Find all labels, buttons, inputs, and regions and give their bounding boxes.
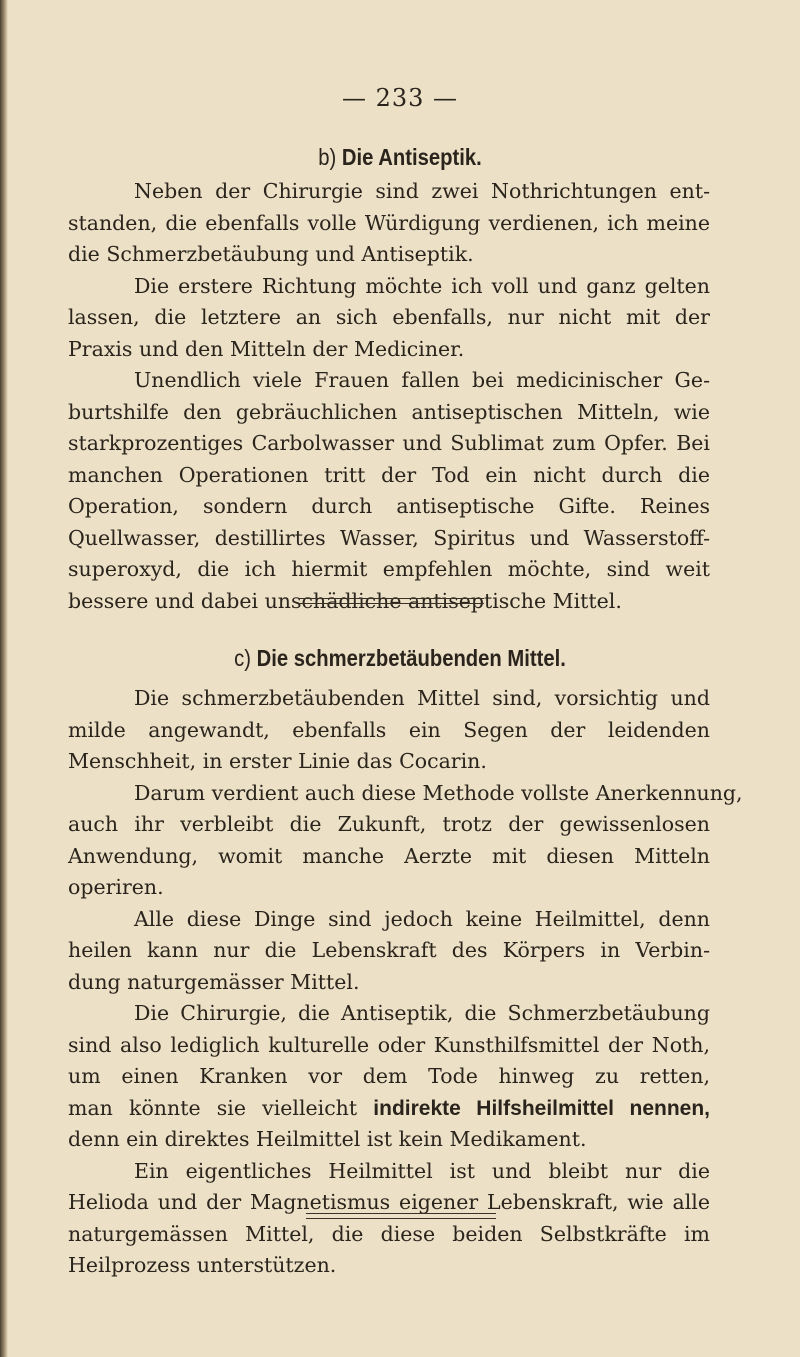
text-line-mixed xyxy=(68,1093,710,1125)
text-line: Die schmerzbetäubenden Mittel sind, vorsichtig und xyxy=(134,686,710,710)
text-line: lassen, die letztere an sich ebenfalls, nur nicht mit der xyxy=(68,305,710,329)
text-line: dung naturgemässer Mittel. xyxy=(68,969,360,994)
text-line: Operation, sondern durch antiseptische Gifte. Reines xyxy=(68,494,710,518)
text-line: operiren. xyxy=(68,875,164,899)
text-line: manchen Operationen tritt der Tod ein nicht durch die xyxy=(68,462,710,487)
page-number: — 233 — xyxy=(341,84,459,112)
text-line: um einen Kranken vor dem Tode hinweg zu retten, xyxy=(68,1064,710,1088)
text-line: Darum verdient auch diese Methode vollste Anerkennung, xyxy=(134,780,743,805)
text-line: Praxis und den Mitteln der Mediciner. xyxy=(68,336,465,361)
text-line: superoxyd, die ich hiermit empfehlen möchte, sind weit xyxy=(68,557,710,581)
text-line: naturgemässen Mittel, die diese beiden Selbstkräfte im xyxy=(68,1221,710,1246)
emphasized-phrase: indirekte Hilfsheilmittel nennen, xyxy=(373,1096,710,1120)
text-line: Anwendung, womit manche Aerzte mit diesen Mitteln xyxy=(68,843,710,868)
section-c-heading xyxy=(48,645,752,672)
section-b-marker: b) xyxy=(318,144,337,170)
end-divider xyxy=(306,1213,496,1219)
text-line: Menschheit, in erster Linie das Cocarin. xyxy=(68,749,487,773)
text-line: bessere und dabei unschädliche antiseptische Mittel. xyxy=(68,588,622,613)
text-line: heilen kann nur die Lebenskraft des Körpers in Verbin- xyxy=(68,938,710,962)
text-line: starkprozentiges Carbolwasser und Sublimat zum Opfer. Bei xyxy=(68,431,710,455)
text-line: Helioda und der Magnetismus eigener Lebenskraft, wie alle xyxy=(68,1190,710,1214)
text-line: Neben der Chirurgie sind zwei Nothrichtungen ent- xyxy=(134,179,710,203)
text-line: Quellwasser, destillirtes Wasser, Spiritus und Wasserstoff- xyxy=(68,525,710,550)
text-line: Unendlich viele Frauen fallen bei medicinischer Ge- xyxy=(134,368,710,392)
section-b-body xyxy=(68,176,710,617)
section-c-title: Die schmerzbetäubenden Mittel. xyxy=(256,645,566,671)
text-line: standen, die ebenfalls volle Würdigung verdienen, ich meine xyxy=(68,210,710,235)
text-line: Ein eigentliches Heilmittel ist und bleibt nur die xyxy=(134,1158,710,1183)
text-line: denn ein direktes Heilmittel ist kein Medikament. xyxy=(68,1127,587,1151)
text-fragment: man könnte sie vielleicht xyxy=(68,1095,358,1120)
section-b-heading xyxy=(48,144,752,171)
book-spine-edge xyxy=(0,0,8,1357)
text-line: sind also lediglich kulturelle oder Kunsthilfsmittel der Noth, xyxy=(68,1032,710,1057)
section-b-title: Die Antiseptik. xyxy=(341,144,482,170)
section-c-marker: c) xyxy=(234,645,251,671)
text-line: Alle diese Dinge sind jedoch keine Heilmittel, denn xyxy=(134,906,710,931)
text-line: burtshilfe den gebräuchlichen antiseptischen Mitteln, wie xyxy=(68,399,710,424)
text-line: auch ihr verbleibt die Zukunft, trotz der gewissenlosen xyxy=(68,812,710,836)
section-divider xyxy=(298,598,484,604)
text-line: die Schmerzbetäubung und Antiseptik. xyxy=(68,242,474,266)
text-line: Die erstere Richtung möchte ich voll und ganz gelten xyxy=(134,273,710,298)
text-line: Die Chirurgie, die Antiseptik, die Schmerzbetäubung xyxy=(134,1001,710,1025)
section-c-body xyxy=(68,683,743,1282)
text-line: Heilprozess unterstützen. xyxy=(68,1253,337,1277)
text-line: milde angewandt, ebenfalls ein Segen der leidenden xyxy=(68,717,710,742)
